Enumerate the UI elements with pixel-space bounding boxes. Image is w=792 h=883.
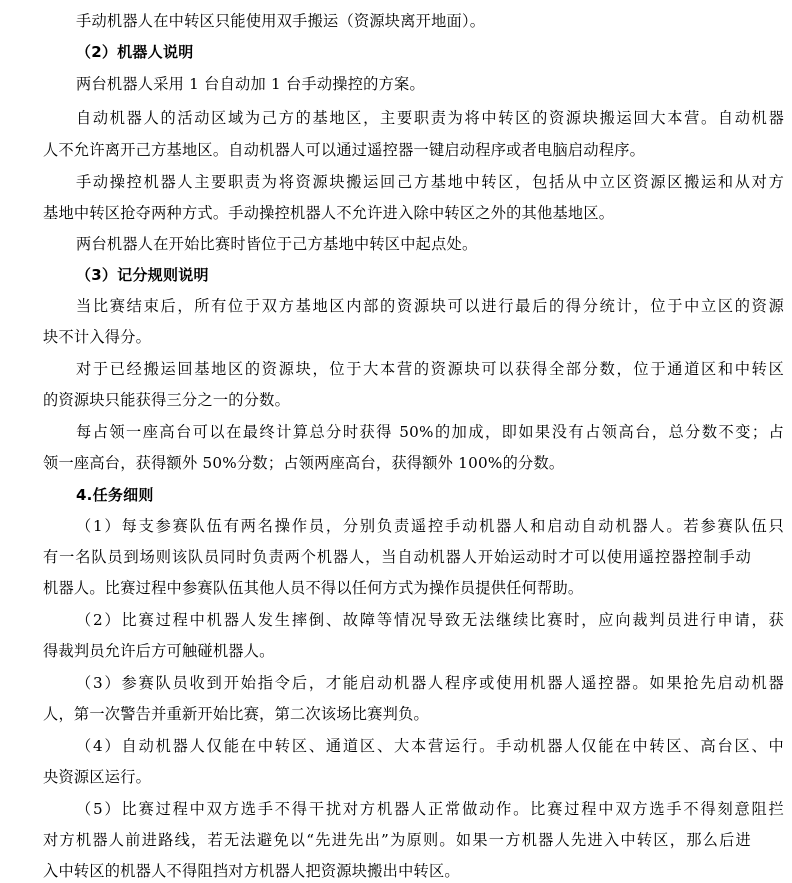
text-line: 自动机器人的活动区域为己方的基地区，主要职责为将中转区的资源块搬运回大本营。自动机器: [76, 109, 784, 127]
text-line: 有一名队员到场则该队员同时负责两个机器人，当自动机器人开始运动时才可以使用遥控器控制手动: [43, 548, 751, 566]
text-line: 领一座高台，获得额外 50%分数；占领两座高台，获得额外 100%的分数。: [43, 454, 565, 472]
text-line: 央资源区运行。: [43, 768, 152, 786]
text-line: （2）比赛过程中机器人发生摔倒、故障等情况导致无法继续比赛时，应向裁判员进行申请，获: [76, 611, 784, 629]
section-heading-robot-description: （2）机器人说明: [76, 43, 194, 61]
text-line: （5）比赛过程中双方选手不得干扰对方机器人正常做动作。比赛过程中双方选手不得刻意阻拦: [76, 800, 784, 818]
text-line: 基地中转区抢夺两种方式。手动操控机器人不允许进入除中转区之外的其他基地区。: [43, 204, 615, 222]
text-line: （1）每支参赛队伍有两名操作员，分别负责遥控手动机器人和启动自动机器人。若参赛队伍只: [76, 517, 784, 535]
text-line: 对方机器人前进路线，若无法避免以“先进先出”为原则。如果一方机器人先进入中转区，那么后进: [43, 831, 751, 849]
text-line: 手动机器人在中转区只能使用双手搬运（资源块离开地面）。: [76, 12, 486, 30]
text-line: 人不允许离开己方基地区。自动机器人可以通过遥控器一键启动程序或者电脑启动程序。: [43, 141, 646, 159]
text-line: 当比赛结束后，所有位于双方基地区内部的资源块可以进行最后的得分统计，位于中立区的资源: [76, 297, 784, 315]
text-line: 的资源块只能获得三分之一的分数。: [43, 391, 290, 409]
text-line: 得裁判员允许后方可触碰机器人。: [43, 642, 275, 660]
text-line: 块不计入得分。: [43, 328, 152, 346]
section-heading-scoring-rules: （3）记分规则说明: [76, 266, 209, 284]
text-line: 入中转区的机器人不得阻挡对方机器人把资源块搬出中转区。: [43, 862, 460, 880]
text-line: （3）参赛队员收到开始指令后，才能启动机器人程序或使用机器人遥控器。如果抢先启动机器: [76, 674, 784, 692]
text-line: 手动操控机器人主要职责为将资源块搬运回己方基地中转区，包括从中立区资源区搬运和从对方: [76, 173, 784, 191]
text-line: （4）自动机器人仅能在中转区、通道区、大本营运行。手动机器人仅能在中转区、高台区、中: [76, 737, 784, 755]
text-line: 机器人。比赛过程中参赛队伍其他人员不得以任何方式为操作员提供任何帮助。: [43, 579, 584, 597]
section-heading-task-details: 4.任务细则: [76, 486, 154, 504]
text-line: 两台机器人在开始比赛时皆位于己方基地中转区中起点处。: [76, 235, 478, 253]
text-line: 人，第一次警告并重新开始比赛，第二次该场比赛判负。: [43, 705, 429, 723]
text-line: 对于已经搬运回基地区的资源块，位于大本营的资源块可以获得全部分数，位于通道区和中转区: [76, 360, 784, 378]
text-line: 两台机器人采用 1 台自动加 1 台手动操控的方案。: [76, 75, 425, 93]
text-line: 每占领一座高台可以在最终计算总分时获得 50%的加成，即如果没有占领高台，总分数不变；占: [76, 423, 784, 441]
